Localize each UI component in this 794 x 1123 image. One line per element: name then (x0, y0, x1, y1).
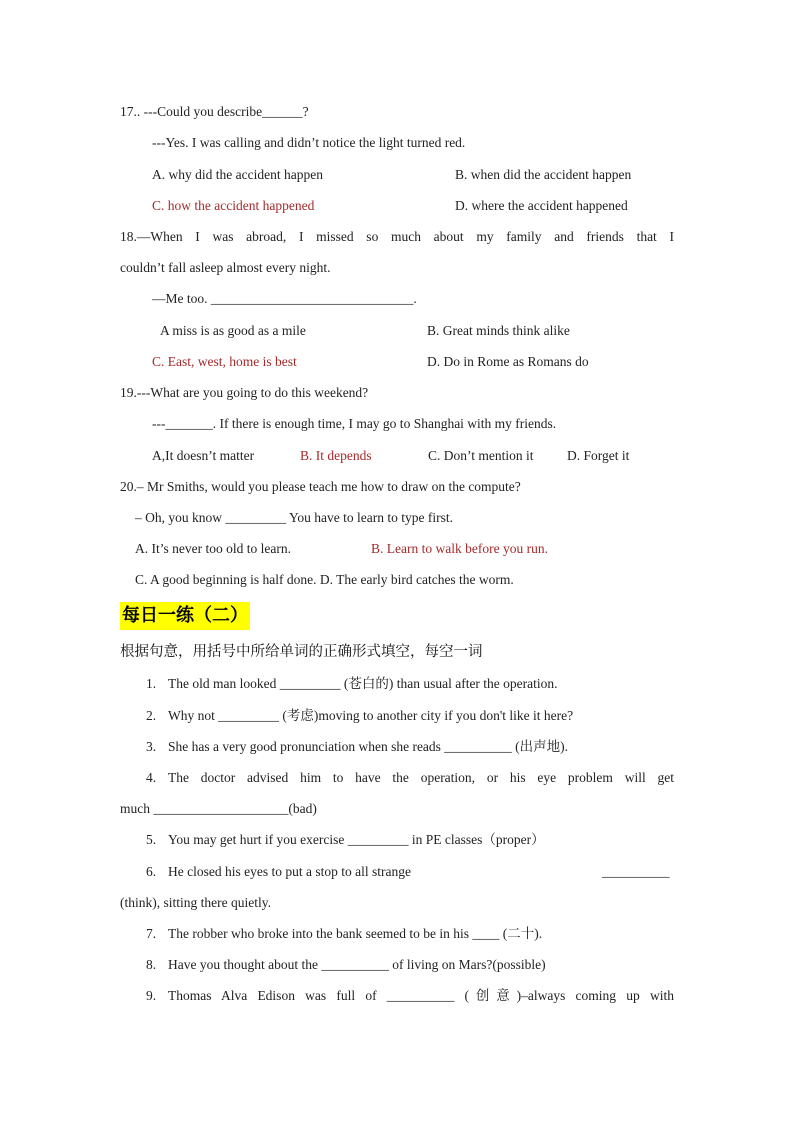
fill-item-3 (146, 738, 568, 756)
q19-option-a: A,It doesn’t matter (152, 448, 255, 463)
q19-option-b-answer: B. It depends (300, 448, 372, 463)
item-text: He closed his eyes to put a stop to all strange (168, 864, 411, 879)
fill-item-6-continued: (think), sitting there quietly. (120, 895, 271, 910)
q20-stem: 20.– Mr Smiths, would you please teach me how to draw on the compute? (120, 479, 521, 494)
q19-reply: ---_______. If there is enough time, I may go to Shanghai with my friends. (152, 416, 557, 431)
item-text: Have you thought about the __________ of living on Mars?(possible) (168, 957, 546, 972)
q18-option-c-answer: C. East, west, home is best (152, 354, 297, 369)
item-text: The old man looked _________ (苍白的) than usual after the operation. (168, 676, 558, 691)
item-number: 5. (146, 832, 157, 847)
item-number: 2. (146, 708, 157, 723)
fill-item-6 (146, 863, 411, 881)
item-text: Why not _________ (考虑)moving to another city if you don't like it here? (168, 708, 574, 723)
item-number: 4. (146, 770, 157, 785)
q19-stem: 19.---What are you going to do this weekend? (120, 385, 369, 400)
fill-item-7 (146, 925, 542, 943)
fill-item-4-continued: much ____________________(bad) (120, 801, 317, 816)
q19-option-c: C. Don’t mention it (428, 448, 534, 463)
q18-stem-line2: couldn’t fall asleep almost every night. (120, 260, 331, 275)
fill-item-9 (146, 987, 674, 1005)
q17-option-a: A. why did the accident happen (152, 167, 323, 182)
item-text: The robber who broke into the bank seemed to be in his ____ (二十). (168, 926, 543, 941)
q18-stem-line1: 18.—When I was abroad, I missed so much about my family and friends that I (120, 229, 674, 244)
fill-item-8 (146, 956, 546, 974)
q19-option-d: D. Forget it (567, 448, 630, 463)
fill-item-6-blank: __________ (602, 864, 670, 879)
q18-option-a: A miss is as good as a mile (160, 323, 306, 338)
item-number: 1. (146, 676, 157, 691)
q17-option-c-answer: C. how the accident happened (152, 198, 315, 213)
item-text: Thomas Alva Edison was full of __________ (创意)–always coming up with (168, 988, 674, 1003)
section-title: 每日一练（二） (120, 602, 250, 630)
fill-item-1 (146, 675, 558, 693)
q17-stem: 17.. ---Could you describe______? (120, 104, 309, 119)
item-text: The doctor advised him to have the operation, or his eye problem will get (168, 770, 674, 785)
q20-option-a: A. It’s never too old to learn. (135, 541, 291, 556)
q20-option-c-d: C. A good beginning is half done. D. The early bird catches the worm. (135, 572, 514, 587)
item-number: 3. (146, 739, 157, 754)
fill-item-2 (146, 707, 573, 725)
section-instruction: 根据句意，用括号中所给单词的正确形式填空，每空一词 (120, 644, 483, 660)
item-text: She has a very good pronunciation when she reads __________ (出声地). (168, 739, 569, 754)
fill-item-4 (146, 769, 674, 787)
q20-reply: – Oh, you know _________ You have to learn to type first. (135, 510, 453, 525)
item-number: 6. (146, 864, 157, 879)
q18-option-d: D. Do in Rome as Romans do (427, 354, 589, 369)
q18-reply: —Me too. ______________________________. (152, 291, 417, 306)
item-text: You may get hurt if you exercise _________ in PE classes（proper） (168, 832, 545, 847)
q17-option-d: D. where the accident happened (455, 198, 628, 213)
q18-option-b: B. Great minds think alike (427, 323, 570, 338)
q17-reply: ---Yes. I was calling and didn’t notice the light turned red. (152, 135, 466, 150)
q17-option-b: B. when did the accident happen (455, 167, 632, 182)
q20-option-b-answer: B. Learn to walk before you run. (371, 541, 548, 556)
fill-item-5 (146, 831, 545, 849)
item-number: 8. (146, 957, 157, 972)
item-number: 7. (146, 926, 157, 941)
item-number: 9. (146, 988, 157, 1003)
